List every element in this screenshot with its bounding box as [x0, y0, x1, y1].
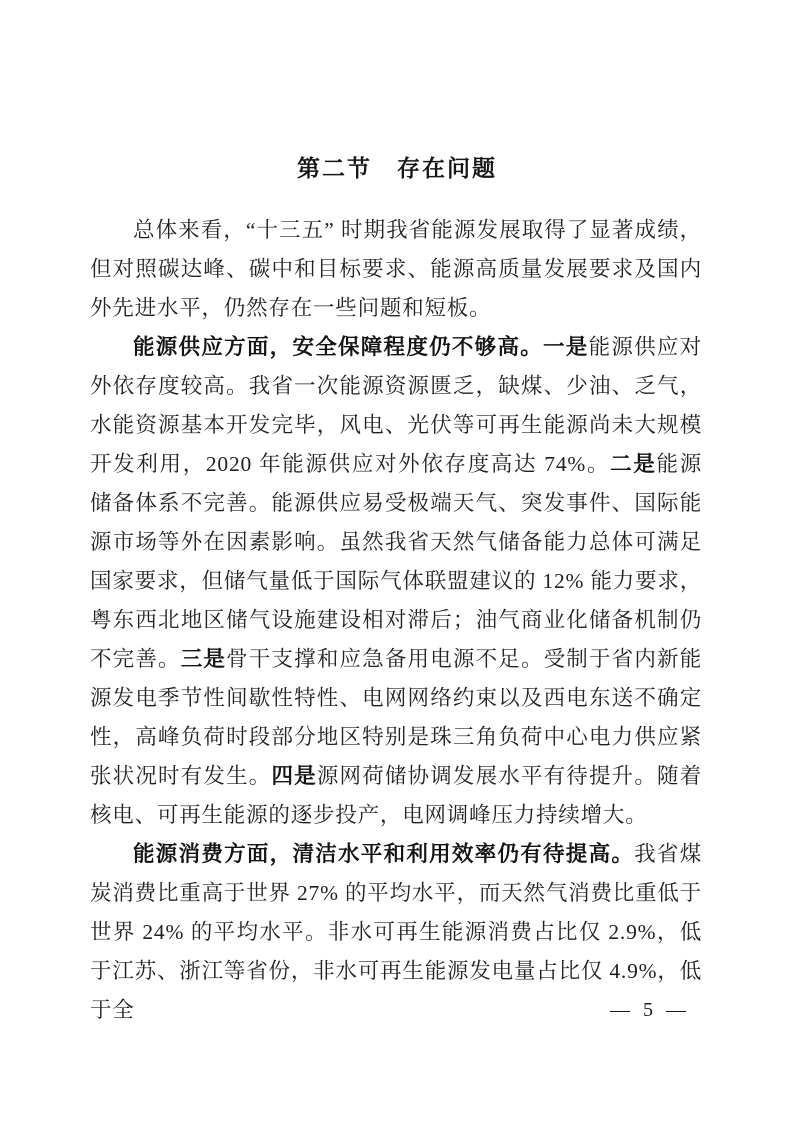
text-segment: 骨干支撑和应急备用电源不足。受制于省内新能源发电季节性间歇性特性、电网网络约束以及西电东送不确定性，高峰负荷时段部分地区特别是珠三角负荷中心电力供应紧张状况时有发生。 [90, 647, 703, 788]
text-segment: 我省煤炭消费比重高于世界 27% 的平均水平，而天然气消费比重低于世界 24% 的平均水平。非水可再生能源消费占比仅 2.9%，低于江苏、浙江等省份，非水可再生能源发电量占比仅 4.9%，低于全 [90, 842, 702, 1022]
text-segment: 源网荷储协调发展水平有待提升。随着核电、可再生能源的逐步投产，电网调峰压力持续增大。 [90, 764, 703, 827]
bold-text-segment: 能源消费方面，清洁水平和利用效率仍有待提高。 [133, 842, 635, 866]
bold-text-segment: 二是 [610, 452, 657, 476]
document-body [90, 211, 702, 1030]
bold-text-segment: 三是 [180, 647, 227, 671]
page-number: — 5 — [610, 999, 690, 1021]
section-title: 第二节 存在问题 [297, 155, 497, 181]
text-segment: 能源供应对外依存度较高。我省一次能源资源匮乏，缺煤、少油、乏气，水能资源基本开发完毕，风电、光伏等可再生能源尚未大规模开发利用，2020 年能源供应对外依存度高达 74%。 [90, 335, 702, 476]
paragraph [90, 328, 702, 835]
bold-text-segment: 能源供应方面，安全保障程度仍不够高。 [133, 335, 544, 359]
paragraph [90, 211, 702, 328]
bold-text-segment: 四是 [271, 764, 317, 788]
text-segment: 能源储备体系不完善。能源供应易受极端天气、突发事件、国际能源市场等外在因素影响。虽然我省天然气储备能力总体可满足国家要求，但储气量低于国际气体联盟建议的 12% 能力要求，粤东西北地区储气设施建设相对滞后；油气商业化储备机制仍不完善。 [90, 452, 702, 671]
bold-text-segment: 一是 [543, 335, 589, 359]
text-segment: 总体来看，“十三五” 时期我省能源发展取得了显著成绩，但对照碳达峰、碳中和目标要求、能源高质量发展要求及国内外先进水平，仍然存在一些问题和短板。 [90, 218, 702, 320]
